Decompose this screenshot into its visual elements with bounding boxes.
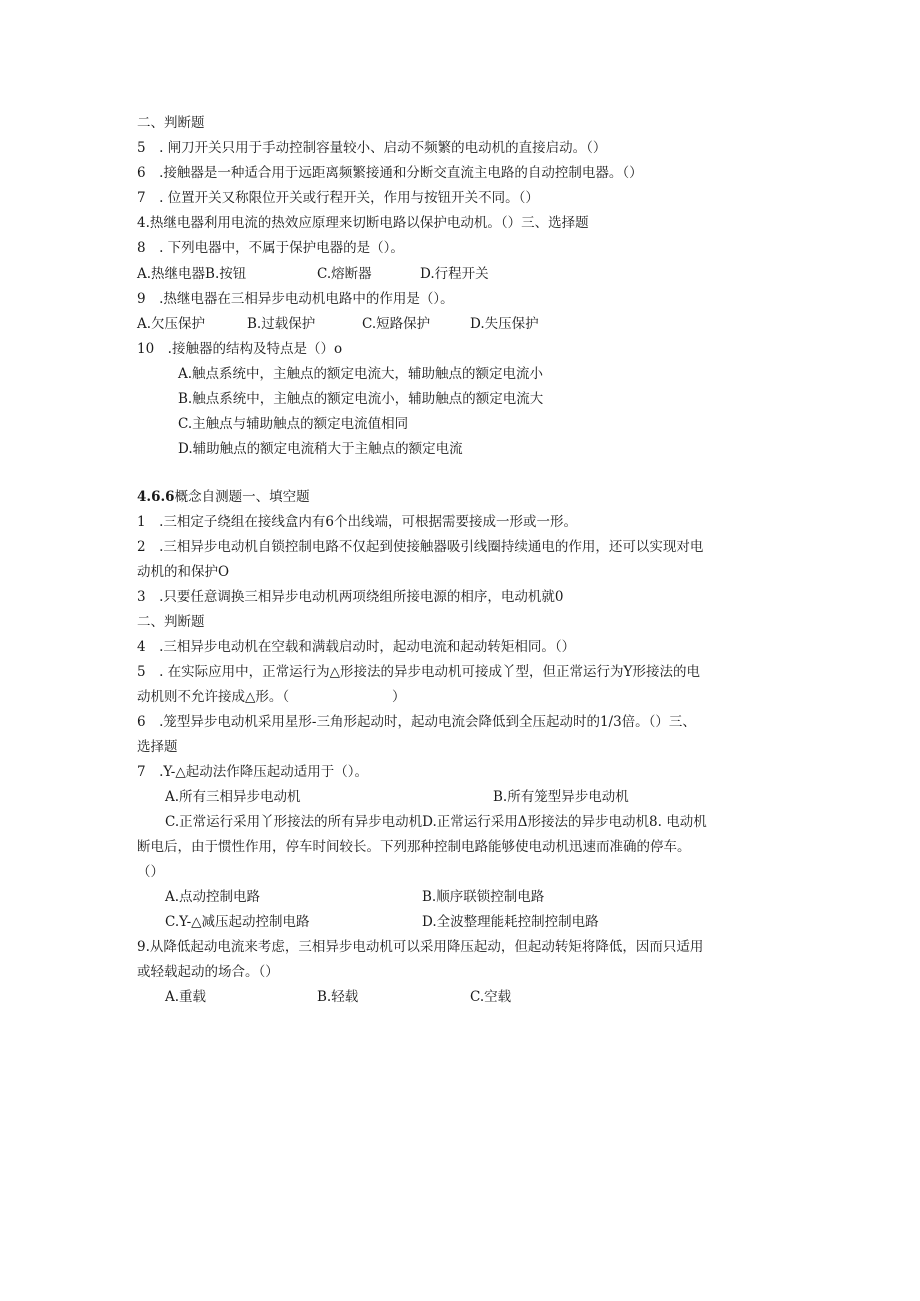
choice-question-9-line2: 或轻载起动的场合。（） bbox=[137, 964, 279, 980]
q7-option-b: B.所有笼型异步电动机 bbox=[493, 789, 629, 805]
q9-option-b: B.轻载 bbox=[317, 989, 359, 1005]
judgment-question-4: 4 .三相异步电动机在空载和满载启动时，起动电流和起动转矩相同。（） bbox=[137, 639, 576, 655]
fill-question-1: 1 .三相定子绕组在接线盒内有6个出线端，可根据需要接成一形或一形。 bbox=[137, 514, 577, 530]
q9-option-d: D.失压保护 bbox=[470, 316, 539, 332]
q8-option-b: B.顺序联锁控制电路 bbox=[422, 889, 545, 905]
q9-option-c: C.短路保护 bbox=[362, 316, 431, 332]
q10-option-b: B.触点系统中，主触点的额定电流小，辅助触点的额定电流大 bbox=[178, 391, 544, 407]
judgment-question-6-line2: 选择题 bbox=[137, 739, 178, 755]
choice-question-9-line1: 9.从降低起动电流来考虑，三相异步电动机可以采用降压起动，但起动转矩将降低，因而只适用 bbox=[137, 939, 704, 955]
q7-option-cd: C.正常运行采用丫形接法的所有异步电动机D.正常运行采用Δ形接法的异步电动机8. 电动机 bbox=[165, 814, 707, 830]
question-10: 10 .接触器的结构及特点是（）o bbox=[137, 341, 343, 357]
choice-question-8-line2: 断电后，由于惯性作用，停车时间较长。下列那种控制电路能够使电动机迅速而准确的停车。 bbox=[137, 839, 691, 855]
q9-option-b: B.过载保护 bbox=[247, 316, 316, 332]
fill-question-2-line2: 动机的和保护O bbox=[137, 564, 230, 580]
section-heading-judgment: 二、判断题 bbox=[137, 115, 205, 131]
judgment-question-5-line2: 动机则不允许接成△形。（ bbox=[137, 689, 290, 705]
q7-option-a: A.所有三相异步电动机 bbox=[165, 789, 301, 805]
q9-option-a: A.重载 bbox=[165, 989, 207, 1005]
q8-option-c: C.Y-△减压起动控制电路 bbox=[165, 914, 310, 930]
judgment-question-5-line1: 5 . 在实际应用中，正常运行为△形接法的异步电动机可接成丫型，但正常运行为Y形接法的电 bbox=[137, 664, 700, 680]
q8-option-d: D.全波整理能耗控制控制电路 bbox=[422, 914, 599, 930]
question-8: 8 . 下列电器中，不属于保护电器的是（）。 bbox=[137, 240, 404, 256]
q9-option-c: C.空载 bbox=[470, 989, 512, 1005]
section-heading-judgment-2: 二、判断题 bbox=[137, 614, 205, 630]
q10-option-d: D.辅助触点的额定电流稍大于主触点的额定电流 bbox=[178, 441, 463, 457]
judgment-question-6-line1: 6 .笼型异步电动机采用星形-三角形起动时，起动电流会降低到全压起动时的1/3倍。（）三、 bbox=[137, 714, 696, 730]
question-9: 9 .热继电器在三相异步电动机电路中的作用是（）。 bbox=[137, 291, 454, 307]
question-6: 6 .接触器是一种适合用于远距离频繁接通和分断交直流主电路的自动控制电器。（） bbox=[137, 165, 643, 181]
q8-option-c: C.熔断器 bbox=[317, 266, 372, 282]
choice-question-8-line3: （） bbox=[137, 864, 164, 880]
fill-question-2-line1: 2 .三相异步电动机自锁控制电路不仅起到使接触器吸引线圈持续通电的作用，还可以实现对电 bbox=[137, 539, 704, 555]
q9-option-a: A.欠压保护 bbox=[137, 316, 206, 332]
section-number: 4.6.6 bbox=[137, 489, 175, 505]
section-heading-concept-test bbox=[137, 487, 310, 507]
judgment-question-5-close-paren: ） bbox=[392, 689, 406, 705]
question-4: 4.热继电器利用电流的热效应原理来切断电路以保护电动机。（）三、选择题 bbox=[137, 215, 589, 231]
fill-question-3: 3 .只要任意调换三相异步电动机两项绕组所接电源的相序，电动机就0 bbox=[137, 589, 564, 605]
question-7: 7 . 位置开关又称限位开关或行程开关，作用与按钮开关不同。（） bbox=[137, 190, 539, 206]
section-title: 概念自测题一、填空题 bbox=[174, 489, 310, 505]
choice-question-7: 7 .Y-△起动法作降压起动适用于（）。 bbox=[137, 764, 369, 780]
q8-option-d: D.行程开关 bbox=[420, 266, 489, 282]
q10-option-c: C.主触点与辅助触点的额定电流值相同 bbox=[178, 416, 409, 432]
q10-option-a: A.触点系统中，主触点的额定电流大，辅助触点的额定电流小 bbox=[178, 366, 544, 382]
question-5: 5 . 闸刀开关只用于手动控制容量较小、启动不频繁的电动机的直接启动。（） bbox=[137, 140, 607, 156]
q8-option-ab: A.热继电器B.按钮 bbox=[137, 266, 247, 282]
q8-option-a: A.点动控制电路 bbox=[165, 889, 261, 905]
